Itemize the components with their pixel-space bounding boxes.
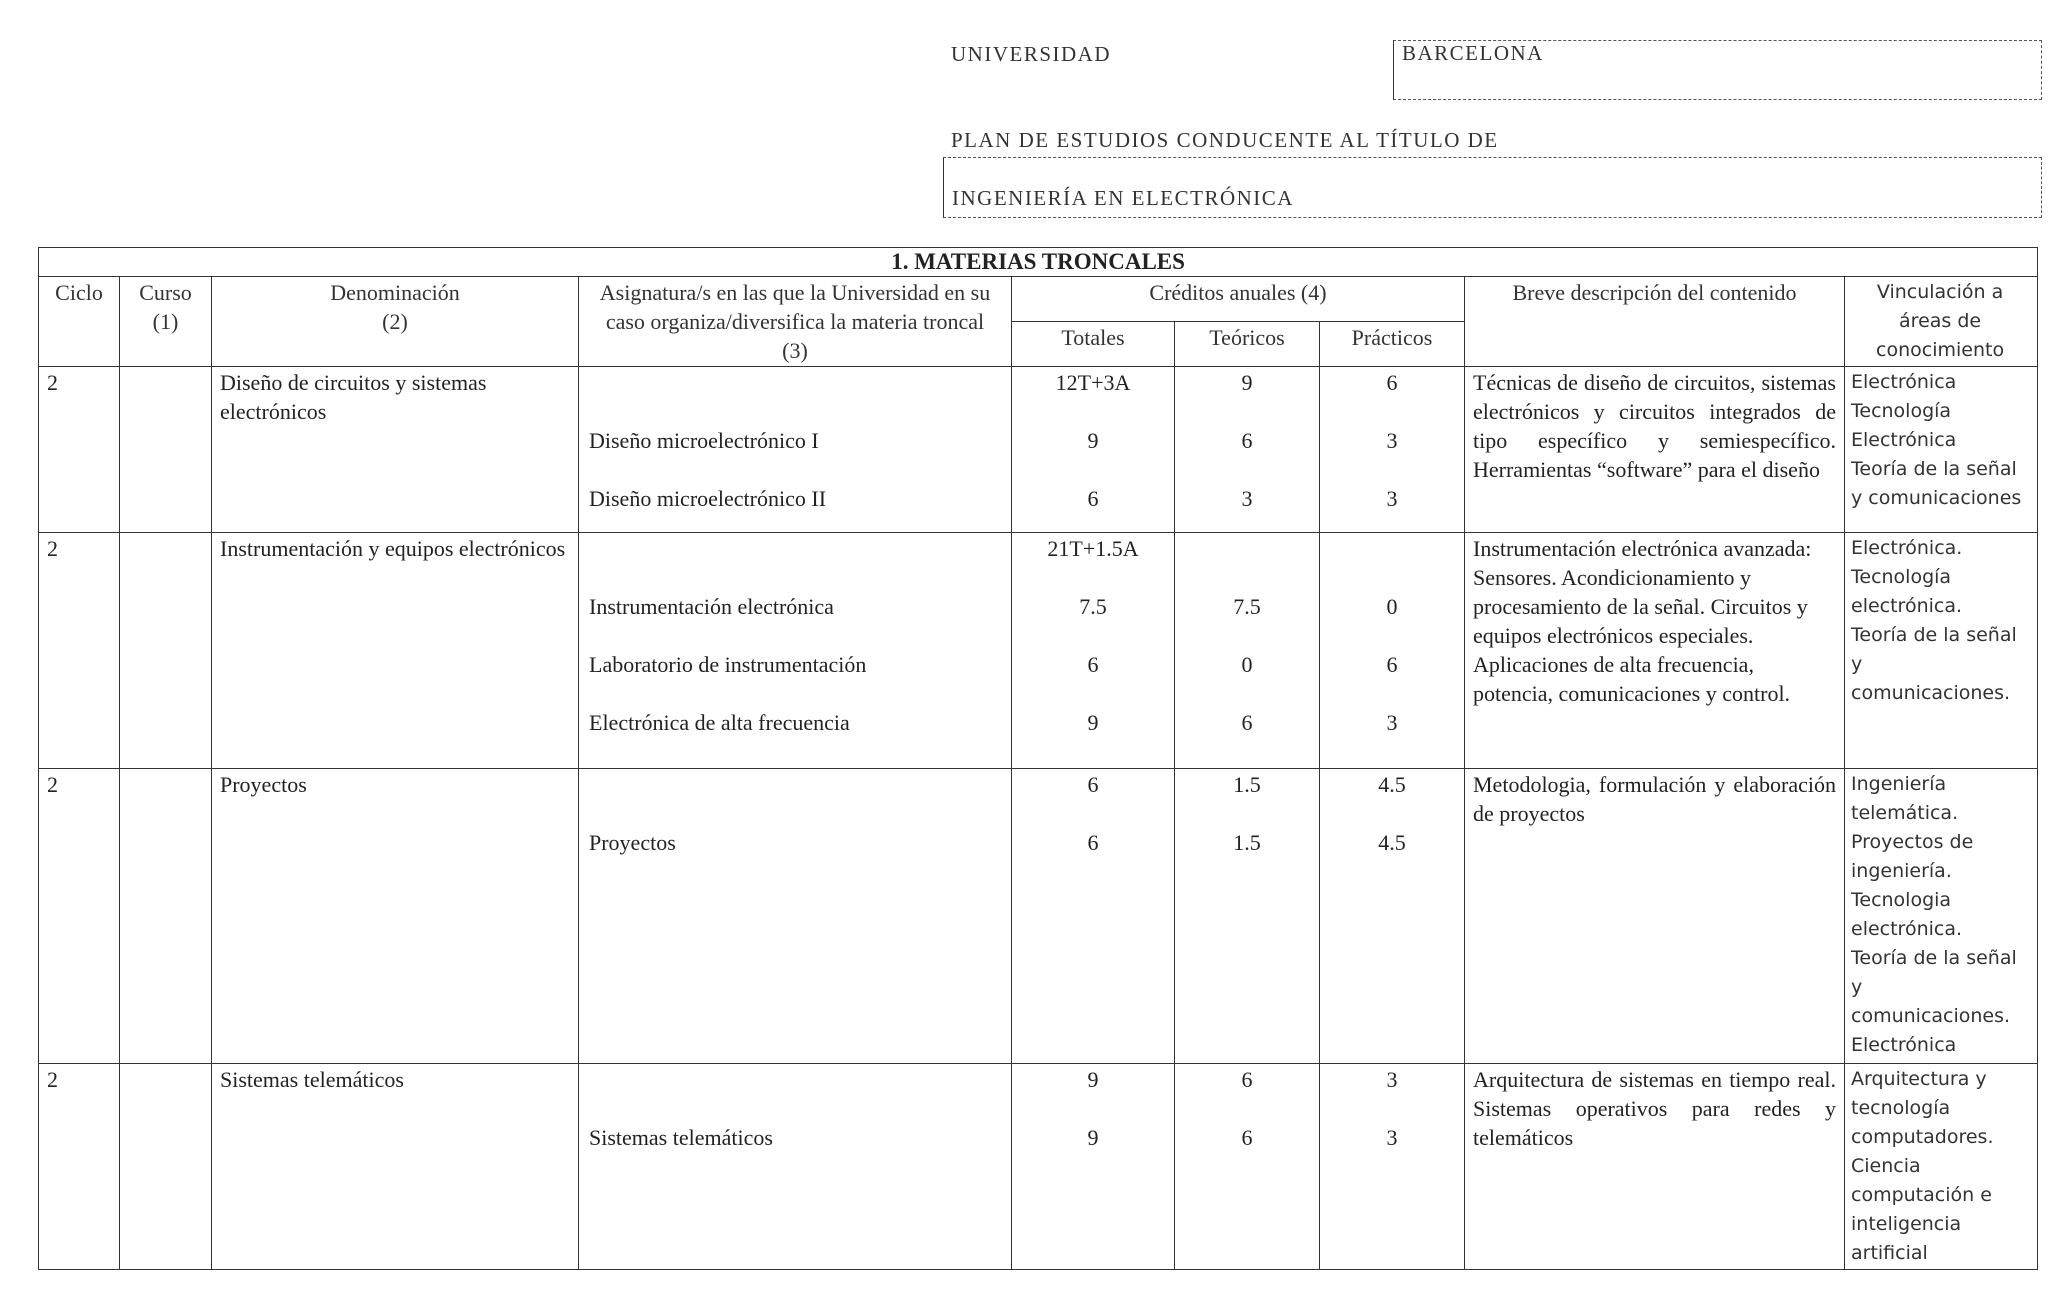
vinculacion-area: Arquitectura y [1851,1068,1987,1090]
vinculacion-area: inteligencia [1851,1213,1962,1235]
teoricos-value [1183,799,1311,828]
descripcion-cell: Instrumentación electrónica avanzada: Sensores. Acondicionamiento y procesamiento de la señal. Circuitos y equipos electrónicos especiales. Aplicaciones de alta frecuencia, potencia, comunicaciones y control. [1465,533,1845,769]
asignatura-value [589,679,1003,708]
totales-cell [1012,533,1175,769]
header-creditos: Créditos anuales (4) [1012,277,1465,322]
practicos-value: 4.5 [1378,830,1406,855]
asignatura-value: Proyectos [589,830,676,855]
vinculacion-cell [1845,1064,2038,1270]
curso-cell [120,533,212,769]
practicos-value [1328,563,1456,592]
practicos-value [1328,1094,1456,1123]
vinculacion-area: telemática. [1851,802,1959,824]
totales-value: 6 [1087,652,1099,677]
descripcion-cell: Metodologia, formulación y elaboración de proyectos [1465,769,1845,1064]
vinculacion-cell [1845,533,2038,769]
asignatura-value [589,1094,1003,1123]
materia-row [39,533,2038,769]
teoricos-value: 6 [1241,710,1253,735]
teoricos-value [1183,621,1311,650]
totales-value [1020,621,1166,650]
header-vinculacion: Vinculación a áreas de conocimiento [1845,277,2038,367]
practicos-value [1328,397,1456,426]
practicos-value [1328,679,1456,708]
denominacion-cell: Sistemas telemáticos [212,1064,579,1270]
teoricos-value: 6 [1241,1125,1253,1150]
curso-cell [120,367,212,533]
universidad-label: UNIVERSIDAD [951,42,1111,66]
ciclo-cell: 2 [39,367,120,533]
asignatura-value [589,621,1003,650]
practicos-cell [1320,1064,1465,1270]
practicos-value: 3 [1386,428,1398,453]
vinculacion-area: Tecnologia [1851,889,1952,911]
vinculacion-cell [1845,769,2038,1064]
teoricos-value [1183,563,1311,592]
practicos-value: 4.5 [1378,772,1406,797]
vinculacion-area: Tecnología [1851,400,1952,422]
asignatura-value: Sistemas telemáticos [589,1125,773,1150]
curso-cell [120,769,212,1064]
totales-cell [1012,1064,1175,1270]
vinculacion-area: Teoría de la señal [1851,624,2017,646]
totales-value [1020,455,1166,484]
vinculacion-area: artificial [1851,1242,1928,1264]
teoricos-value: 9 [1241,370,1253,395]
ciclo-cell: 2 [39,1064,120,1270]
totales-cell [1012,769,1175,1064]
practicos-cell [1320,769,1465,1064]
totales-value [1020,397,1166,426]
vinculacion-area: comunicaciones. [1851,1005,2011,1027]
totales-value: 9 [1087,710,1099,735]
vinculacion-area: ingeniería. [1851,860,1952,882]
materia-row [39,367,2038,533]
teoricos-value [1183,534,1311,563]
asignatura-value [589,455,1003,484]
denominacion-cell: Proyectos [212,769,579,1064]
vinculacion-area: y [1851,976,1863,998]
asignatura-cell [579,769,1012,1064]
vinculacion-area: y comunicaciones [1851,487,2022,509]
practicos-value: 6 [1386,652,1398,677]
teoricos-value [1183,679,1311,708]
asignatura-value [589,1065,1003,1094]
vinculacion-cell [1845,367,2038,533]
denominacion-cell: Diseño de circuitos y sistemas electrónicos [212,367,579,533]
totales-value [1020,799,1166,828]
denominacion-cell: Instrumentación y equipos electrónicos [212,533,579,769]
ciclo-cell: 2 [39,769,120,1064]
materia-row [39,769,2038,1064]
totales-value: 12T+3A [1055,370,1131,395]
table-title: 1. MATERIAS TRONCALES [39,248,2038,277]
teoricos-value: 7.5 [1233,594,1261,619]
vinculacion-area: comunicaciones. [1851,682,2011,704]
totales-value [1020,1094,1166,1123]
totales-cell [1012,367,1175,533]
vinculacion-area: Proyectos de [1851,831,1974,853]
teoricos-value: 1.5 [1233,830,1261,855]
vinculacion-area: Electrónica. [1851,537,1963,559]
totales-value: 6 [1087,486,1099,511]
practicos-cell [1320,533,1465,769]
vinculacion-area: Ciencia [1851,1155,1921,1177]
totales-value: 6 [1087,830,1099,855]
titulo-value: INGENIERÍA EN ELECTRÓNICA [952,186,1294,210]
teoricos-value: 3 [1241,486,1253,511]
header-denominacion: Denominación (2) [212,277,579,367]
asignatura-value [589,799,1003,828]
teoricos-value: 0 [1241,652,1253,677]
vinculacion-area: Ingeniería [1851,773,1947,795]
asignatura-value [589,770,1003,799]
asignatura-value: Laboratorio de instrumentación [589,652,867,677]
asignatura-cell [579,533,1012,769]
descripcion-cell: Técnicas de diseño de circuitos, sistemas electrónicos y circuitos integrados de tipo específico y semiespecífico. Herramientas “software” para el diseño [1465,367,1845,533]
materia-row [39,1064,2038,1270]
teoricos-value: 6 [1241,1067,1253,1092]
vinculacion-area: electrónica. [1851,595,1963,617]
practicos-value [1328,455,1456,484]
teoricos-value: 1.5 [1233,772,1261,797]
header-ciclo: Ciclo [39,277,120,367]
asignatura-value [589,397,1003,426]
totales-value: 9 [1087,1067,1099,1092]
vinculacion-area: Electrónica [1851,429,1957,451]
practicos-value: 3 [1386,1067,1398,1092]
vinculacion-area: Electrónica [1851,1034,1957,1056]
header-totales: Totales [1012,322,1175,367]
practicos-value [1328,799,1456,828]
asignatura-value [589,534,1003,563]
practicos-value [1328,534,1456,563]
teoricos-value: 6 [1241,428,1253,453]
universidad-value: BARCELONA [1402,41,1544,65]
totales-value: 7.5 [1079,594,1107,619]
totales-value: 6 [1087,772,1099,797]
header-practicos: Prácticos [1320,322,1465,367]
vinculacion-area: Teoría de la señal [1851,458,2017,480]
asignatura-value: Electrónica de alta frecuencia [589,710,850,735]
practicos-value: 3 [1386,1125,1398,1150]
totales-value [1020,679,1166,708]
curso-cell [120,1064,212,1270]
vinculacion-area: Teoría de la señal [1851,947,2017,969]
vinculacion-area: y [1851,653,1863,675]
header-asignaturas: Asignatura/s en las que la Universidad en su caso organiza/diversifica la materia troncal (3) [579,277,1012,367]
asignatura-cell [579,1064,1012,1270]
practicos-value: 0 [1386,594,1398,619]
vinculacion-area: tecnología [1851,1097,1951,1119]
asignatura-value: Diseño microelectrónico II [589,486,827,511]
teoricos-value [1183,1094,1311,1123]
vinculacion-area: computación e [1851,1184,1992,1206]
vinculacion-area: electrónica. [1851,918,1963,940]
totales-value: 9 [1087,428,1099,453]
asignatura-value: Instrumentación electrónica [589,594,834,619]
plan-label: PLAN DE ESTUDIOS CONDUCENTE AL TÍTULO DE [951,128,1499,152]
teoricos-value [1183,455,1311,484]
totales-value [1020,563,1166,592]
totales-value: 9 [1087,1125,1099,1150]
practicos-cell [1320,367,1465,533]
totales-value: 21T+1.5A [1047,536,1139,561]
vinculacion-area: computadores. [1851,1126,1994,1148]
teoricos-cell [1175,1064,1320,1270]
header-teoricos: Teóricos [1175,322,1320,367]
vinculacion-area: Tecnología [1851,566,1952,588]
teoricos-cell [1175,533,1320,769]
asignatura-value [589,368,1003,397]
practicos-value: 3 [1386,710,1398,735]
ciclo-cell: 2 [39,533,120,769]
practicos-value [1328,621,1456,650]
header-descripcion: Breve descripción del contenido [1465,277,1845,367]
practicos-value: 3 [1386,486,1398,511]
practicos-value: 6 [1386,370,1398,395]
teoricos-value [1183,397,1311,426]
titulo-field [943,157,2042,218]
asignatura-value: Diseño microelectrónico I [589,428,819,453]
asignatura-cell [579,367,1012,533]
asignatura-value [589,563,1003,592]
descripcion-cell: Arquitectura de sistemas en tiempo real. Sistemas operativos para redes y telemáticos [1465,1064,1845,1270]
teoricos-cell [1175,367,1320,533]
universidad-field [1393,40,2042,100]
header-curso: Curso (1) [120,277,212,367]
vinculacion-area: Electrónica [1851,371,1957,393]
materias-troncales-table [38,247,2038,1270]
teoricos-cell [1175,769,1320,1064]
